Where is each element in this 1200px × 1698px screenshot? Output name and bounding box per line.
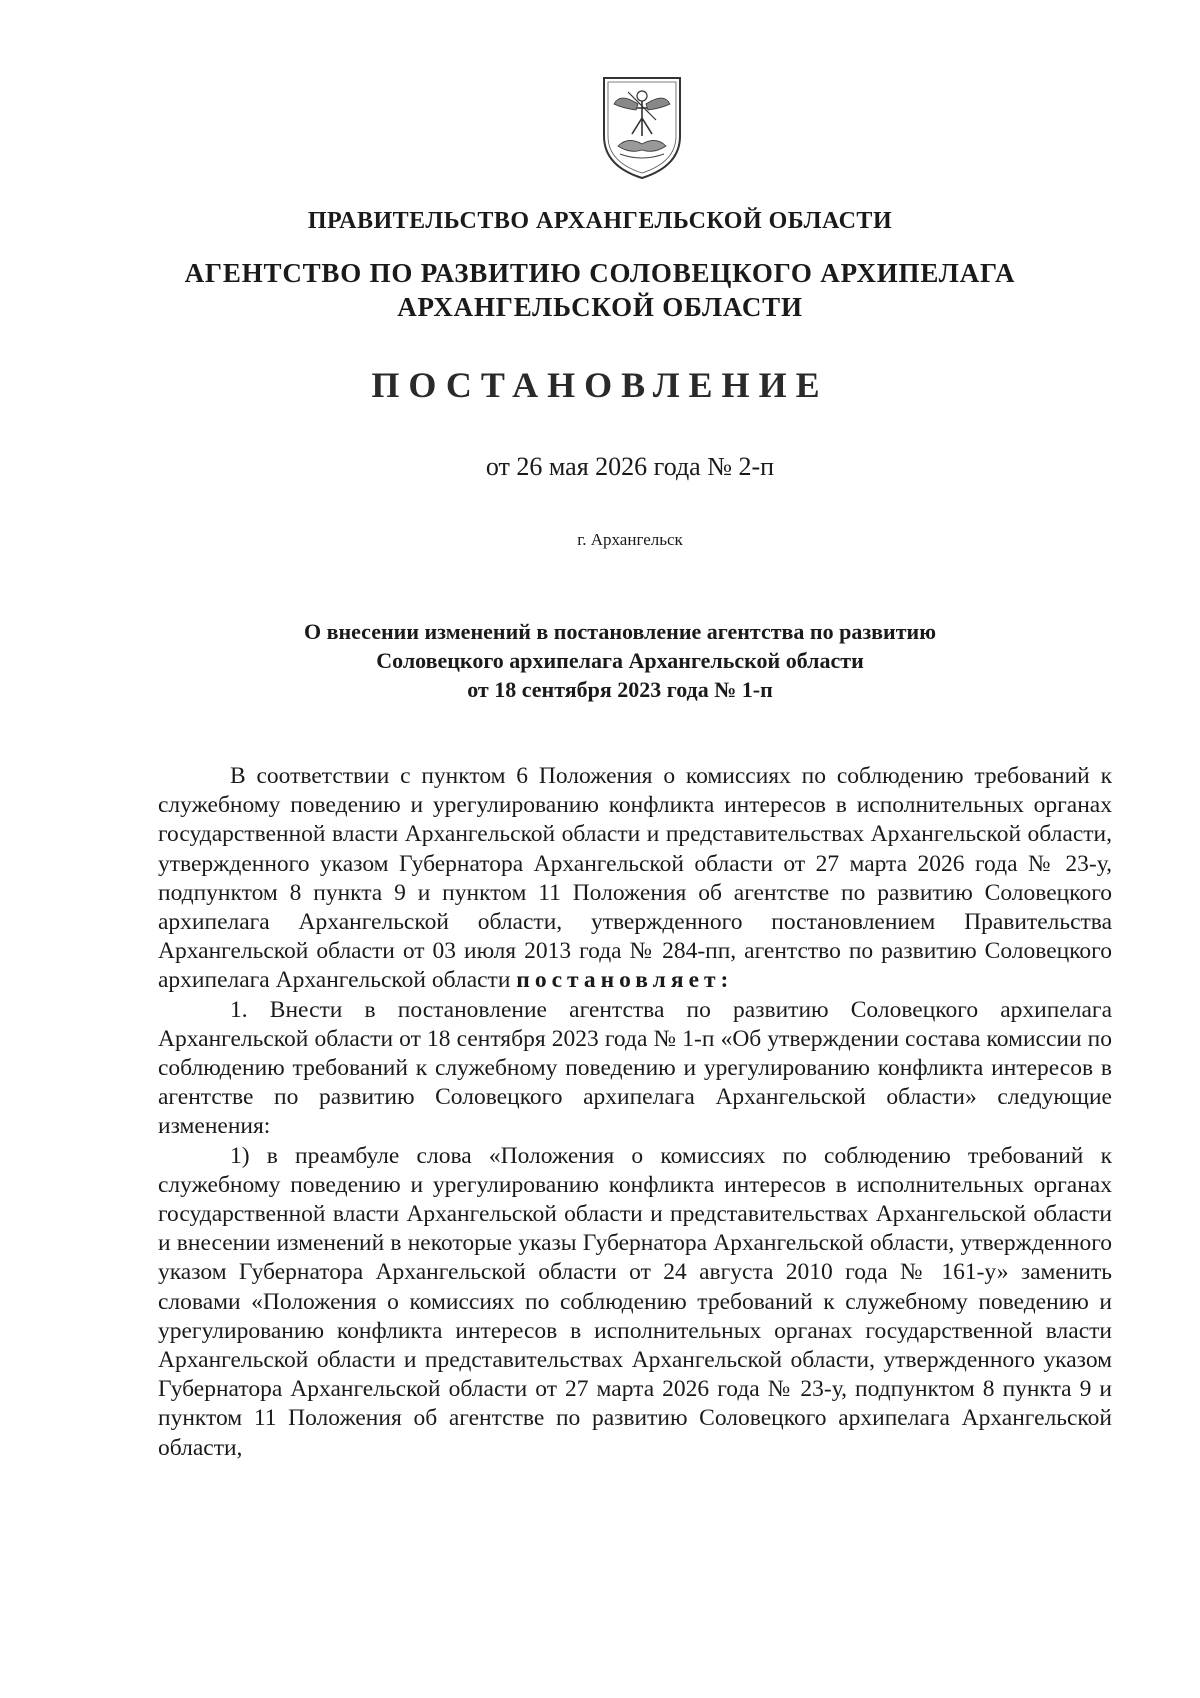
- preamble-text: В соответствии с пунктом 6 Положения о комиссиях по соблюдению требований к служебному поведению и урегулированию конфликта интересов в исполнительных органах государственной власти Архангельской области и представительствах Архангельской области, утвержденного указом Губернатора Архангельской области от 27 марта 2026 года № 23-у, подпунктом 8 пункта 9 и пунктом 11 Положения об агентстве по развитию Соловецкого архипелага Архангельской области, утвержденного постановлением Правительства Архангельской области от 03 июля 2013 года № 284-пп, агентство по развитию Соловецкого архипелага Архангельской области: [158, 763, 1112, 994]
- document-city: г. Архангельск: [577, 530, 683, 549]
- agency-name: [0, 256, 1200, 324]
- preamble-paragraph: [158, 762, 1112, 996]
- agency-name-line1: АГЕНТСТВО ПО РАЗВИТИЮ СОЛОВЕЦКОГО АРХИПЕЛАГА: [184, 258, 1016, 288]
- item-1-paragraph: 1. Внести в постановление агентства по развитию Соловецкого архипелага Архангельской области от 18 сентября 2023 года № 1-п «Об утверждении состава комиссии по соблюдению требований к служебному поведению и урегулированию конфликта интересов в агентстве по развитию Соловецкого архипелага Архангельской области» следующие изменения:: [158, 996, 1112, 1140]
- decree-word: постановляет:: [516, 967, 734, 994]
- subitem-1-paragraph: 1) в преамбуле слова «Положения о комиссиях по соблюдению требований к служебному поведению и урегулированию конфликта интересов в исполнительных органах государственной власти Архангельской области и представительствах Архангельской области и внесении изменений в некоторые указы Губернатора Архангельской области, утвержденного указом Губернатора Архангельской области от 24 августа 2010 года № 161-у» заменить словами «Положения о комиссиях по соблюдению требований к служебному поведению и урегулированию конфликта интересов в исполнительных органах государственной власти Архангельской области и представительствах Архангельской области, утвержденного указом Губернатора Архангельской области от 27 марта 2026 года № 23-у, подпунктом 8 пункта 9 и пунктом 11 Положения об агентстве по развитию Соловецкого архипелага Архангельской области,: [158, 1142, 1112, 1461]
- document-type: ПОСТАНОВЛЕНИЕ: [371, 365, 829, 405]
- document-date-number: от 26 мая 2026 года № 2-п: [485, 452, 775, 481]
- title-line3: от 18 сентября 2023 года № 1-п: [467, 677, 773, 702]
- coat-of-arms-emblem: [598, 74, 686, 182]
- government-name: ПРАВИТЕЛЬСТВО АРХАНГЕЛЬСКОЙ ОБЛАСТИ: [307, 208, 893, 234]
- title-line1: О внесении изменений в постановление агентства по развитию: [303, 619, 937, 644]
- agency-name-line2: АРХАНГЕЛЬСКОЙ ОБЛАСТИ: [397, 292, 803, 322]
- title-line2: Соловецкого архипелага Архангельской области: [376, 648, 864, 673]
- document-body: [158, 762, 1112, 1463]
- document-title: [20, 617, 1200, 704]
